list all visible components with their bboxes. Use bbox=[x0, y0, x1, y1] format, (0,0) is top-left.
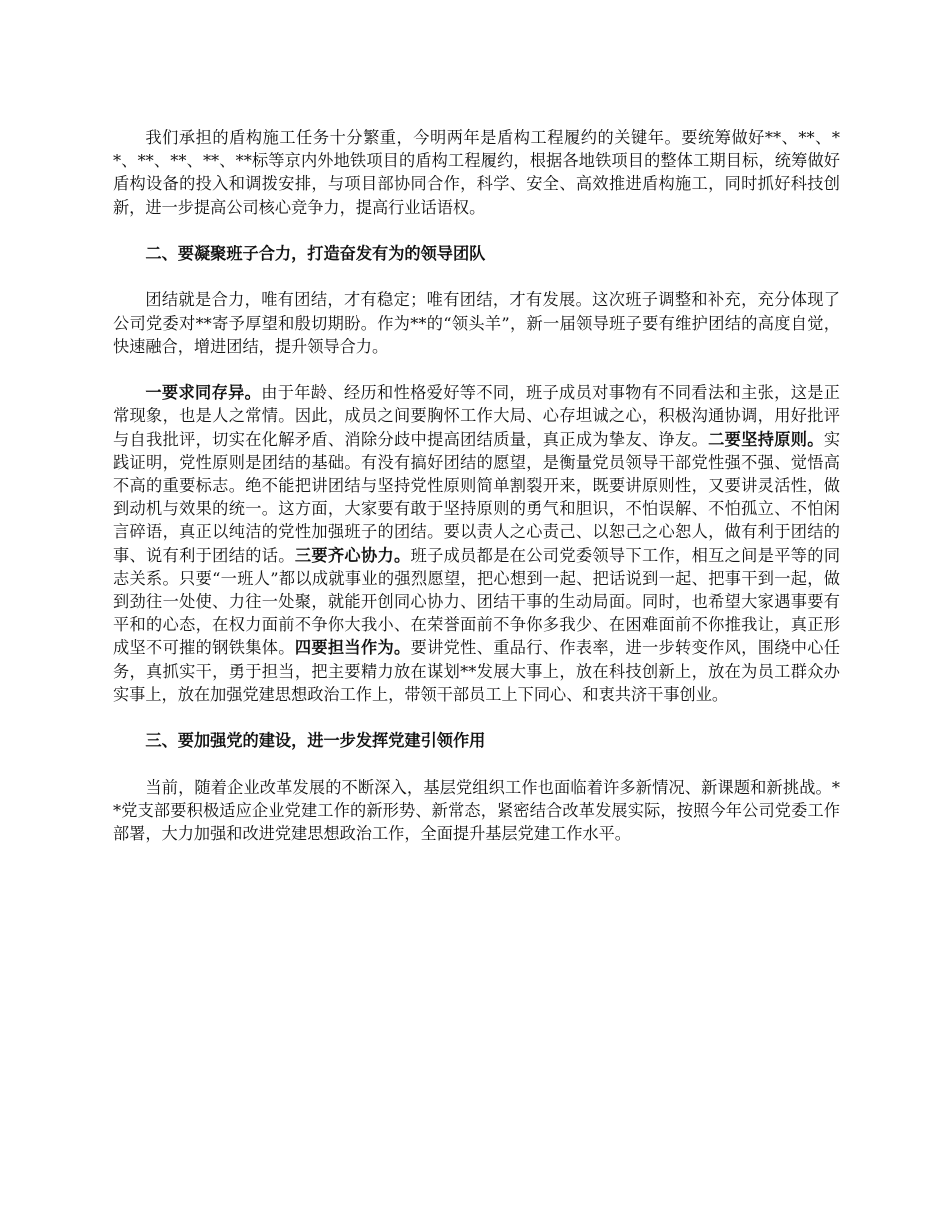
paragraph-gap bbox=[113, 752, 840, 775]
paragraph-gap bbox=[113, 219, 840, 242]
point-text-3: 班子成员都是在公司党委领导下工作，相互之间是平等的同志关系。只要“一班人”都以成就事业的强烈愿望，把心想到一起、把话说到一起、把事干到一起，做到劲往一处使、力往一处聚，就能开创同心协力、团结干事的生动局面。同时，也希望大家遇事要有平和的心态，在权力面前不争你大我小、在荣誉面前不争你多我少、在困难面前不你推我让，真正形成坚不可摧的钢铁集体。 bbox=[113, 545, 841, 658]
point-text-4: 要讲党性、重品行、作表率，进一步转变作风，围绕中心任务，真抓实干，勇于担当，把主要精力放在谋划**发展大事上，放在科技创新上，放在为员工群众办实事上，放在加强党建思想政治工作上，带领干部员工上下同心、和衷共济干事创业。 bbox=[113, 638, 841, 704]
paragraph-four-requirements bbox=[113, 381, 840, 706]
paragraph-gap bbox=[113, 358, 840, 381]
section-heading-party-building: 三、要加强党的建设，进一步发挥党建引领作用 bbox=[145, 731, 486, 751]
paragraph-gap bbox=[113, 706, 840, 729]
paragraph-party-building: 当前，随着企业改革发展的不断深入，基层党组织工作也面临着许多新情况、新课题和新挑战。**党支部要积极适应企业党建工作的新形势、新常态，紧密结合改革发展实际，按照今年公司党委工作部署，大力加强和改进党建思想政治工作，全面提升基层党建工作水平。 bbox=[113, 777, 840, 844]
point-text-1: 由于年龄、经历和性格爱好等不同，班子成员对事物有不同看法和主张，这是正常现象，也是人之常情。因此，成员之间要胸怀工作大局、心存坦诚之心，积极沟通协调，用好批评与自我批评，切实在化解矛盾、消除分歧中提高团结质量，真正成为挚友、诤友。 bbox=[113, 383, 840, 449]
paragraph-shield-construction: 我们承担的盾构施工任务十分繁重，今明两年是盾构工程履约的关键年。要统筹做好**、**、**、**、**、**、**标等京内外地铁项目的盾构工程履约，根据各地铁项目的整体工期目标，统筹做好盾构设备的投入和调拨安排，与项目部协同合作，科学、安全、高效推进盾构施工，同时抓好科技创新，进一步提高公司核心竞争力，提高行业话语权。 bbox=[113, 128, 840, 217]
point-heading-1: 一要求同存异。 bbox=[145, 383, 262, 403]
point-heading-2: 二要坚持原则。 bbox=[708, 429, 824, 449]
point-heading-4: 四要担当作为。 bbox=[294, 638, 411, 658]
section-heading-team-unity: 二、要凝聚班子合力，打造奋发有为的领导团队 bbox=[145, 244, 486, 263]
document-body bbox=[113, 126, 840, 845]
point-heading-3: 三要齐心协力。 bbox=[294, 545, 411, 565]
paragraph-unity-intro: 团结就是合力，唯有团结，才有稳定；唯有团结，才有发展。这次班子调整和补充，充分体现了公司党委对**寄予厚望和殷切期盼。作为**的“领头羊”，新一届领导班子要有维护团结的高度自觉，快速融合，增进团结，提升领导合力。 bbox=[113, 290, 840, 356]
paragraph-gap bbox=[113, 265, 840, 288]
point-text-2: 实践证明，党性原则是团结的基础。有没有搞好团结的愿望，是衡量党员领导干部党性强不强、觉悟高不高的重要标志。绝不能把讲团结与坚持党性原则简单割裂开来，既要讲原则性，又要讲灵活性，做到动机与效果的统一。这方面，大家要有敢于坚持原则的勇气和胆识，不怕误解、不怕孤立、不怕闲言碎语，真正以纯洁的党性加强班子的团结。要以责人之心责己、以恕己之心恕人，做有利于团结的事、说有利于团结的话。 bbox=[113, 429, 841, 565]
